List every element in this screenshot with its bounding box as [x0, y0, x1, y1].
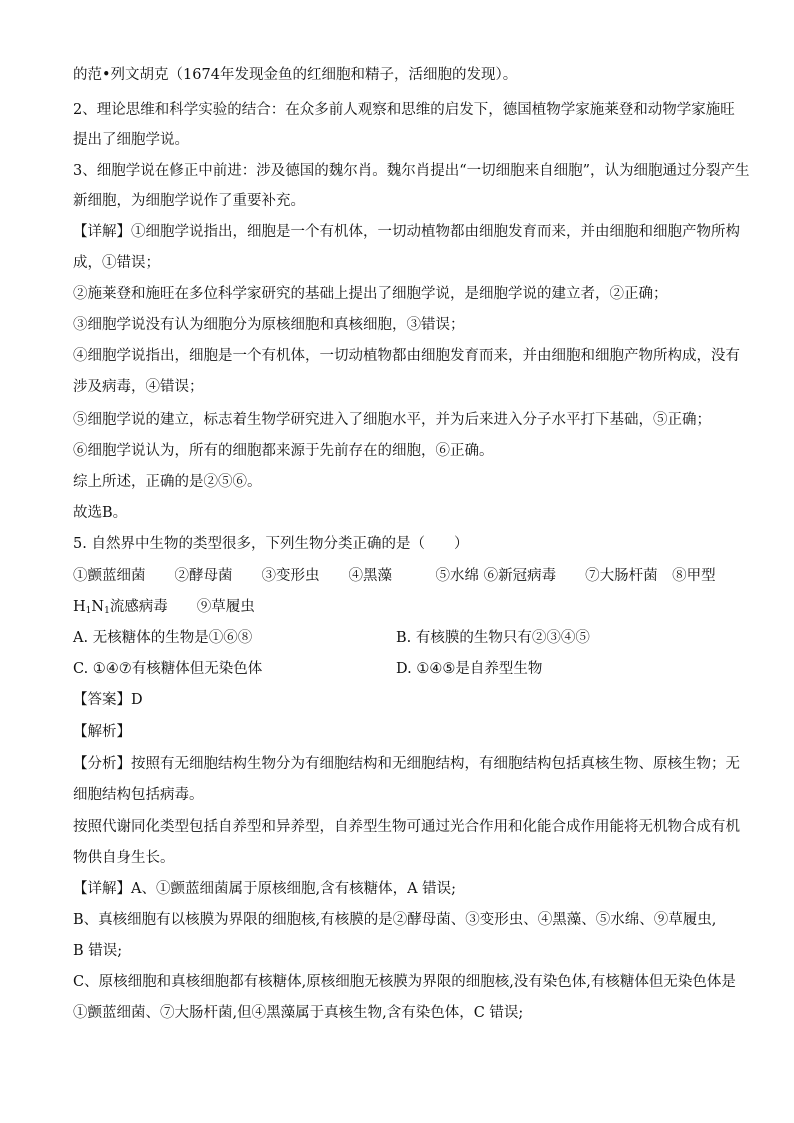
- formula-n: N: [91, 599, 105, 615]
- organism-list: ①颤蓝细菌 ②酵母菌 ③变形虫 ④黑藻 ⑤水绵 ⑥新冠病毒 ⑦大肠杆菌 ⑧甲型: [73, 568, 716, 584]
- text-line: B、真核细胞有以核膜为界限的细胞核,有核膜的是②酵母菌、③变形虫、④黑藻、⑤水绵、⑨草履虫,: [73, 912, 717, 928]
- text-line: ⑤细胞学说的建立，标志着生物学研究进入了细胞水平，并为后来进入分子水平打下基础，⑤正确；: [73, 412, 711, 428]
- text-line: 成，①错误；: [73, 255, 160, 271]
- text-line: 提出了细胞学说。: [73, 132, 189, 148]
- text-line: 细胞结构包括病毒。: [73, 787, 204, 803]
- detail-heading-line: 【详解】①细胞学说指出，细胞是一个有机体，一切动植物都由细胞发育而来，并由细胞和细胞产物所构: [73, 224, 740, 240]
- text-line: ③细胞学说没有认为细胞分为原核细胞和真核细胞，③错误；: [73, 317, 465, 333]
- text-line: C、原核细胞和真核细胞都有核糖体,原核细胞无核膜为界限的细胞核,没有染色体,有核糖体但无染色体是: [73, 974, 736, 990]
- question-stem: 5. 自然界中生物的类型很多，下列生物分类正确的是（ ）: [73, 536, 469, 552]
- text-line: 【详解】A、①颤蓝细菌属于原核细胞,含有核糖体，A 错误;: [73, 881, 457, 897]
- text-line: 新细胞，为细胞学说作了重要补充。: [73, 193, 305, 209]
- option-d: D. ①④⑤是自养型生物: [396, 661, 543, 677]
- option-c: C. ①④⑦有核糖体但无染色体: [73, 661, 263, 677]
- text-line: 【分析】按照有无细胞结构生物分为有细胞结构和无细胞结构，有细胞结构包括真核生物、原核生物；无: [73, 756, 740, 772]
- organism-list-rest: 流感病毒 ⑨草履虫: [109, 599, 255, 615]
- text-line: ④细胞学说指出，细胞是一个有机体，一切动植物都由细胞发育而来，并由细胞和细胞产物所构成，没有: [73, 348, 740, 364]
- text-line: B 错误;: [73, 943, 123, 959]
- text-line: ⑥细胞学说认为，所有的细胞都来源于先前存在的细胞，⑥正确。: [73, 443, 494, 459]
- option-a: A. 无核糖体的生物是①⑥⑧: [73, 630, 253, 646]
- formula-sub: 1: [104, 606, 110, 616]
- text-line: ①颤蓝细菌、⑦大肠杆菌,但④黑藻属于真核生物,含有染色体，C 错误;: [73, 1005, 524, 1021]
- text-line: 2、理论思维和科学实验的结合：在众多前人观察和思维的启发下，德国植物学家施莱登和动物学家施旺: [73, 102, 735, 118]
- text-line: 涉及病毒，④错误；: [73, 379, 204, 395]
- analysis-heading: 【解析】: [73, 724, 131, 740]
- text-line: 按照代谢同化类型包括自养型和异养型，自养型生物可通过光合作用和化能合成作用能将无机物合成有机: [73, 819, 740, 835]
- text-line: ②施莱登和施旺在多位科学家研究的基础上提出了细胞学说，是细胞学说的建立者，②正确；: [73, 286, 668, 302]
- text-line: 物供自身生长。: [73, 850, 175, 866]
- option-b: B. 有核膜的生物只有②③④⑤: [396, 630, 590, 646]
- formula-h: H: [73, 599, 86, 615]
- text-line: 故选B。: [73, 505, 128, 521]
- organism-list: [73, 598, 255, 620]
- text-line: 综上所述，正确的是②⑤⑥。: [73, 474, 262, 490]
- text-line: 的范•列文胡克（1674年发现金鱼的红细胞和精子，活细胞的发现）。: [73, 67, 518, 83]
- answer-line: 【答案】D: [73, 692, 143, 708]
- text-line: 3、细胞学说在修正中前进：涉及德国的魏尔肖。魏尔肖提出“一切细胞来自细胞”，认为细胞通过分裂产生: [73, 163, 750, 179]
- formula-sub: 1: [85, 606, 92, 616]
